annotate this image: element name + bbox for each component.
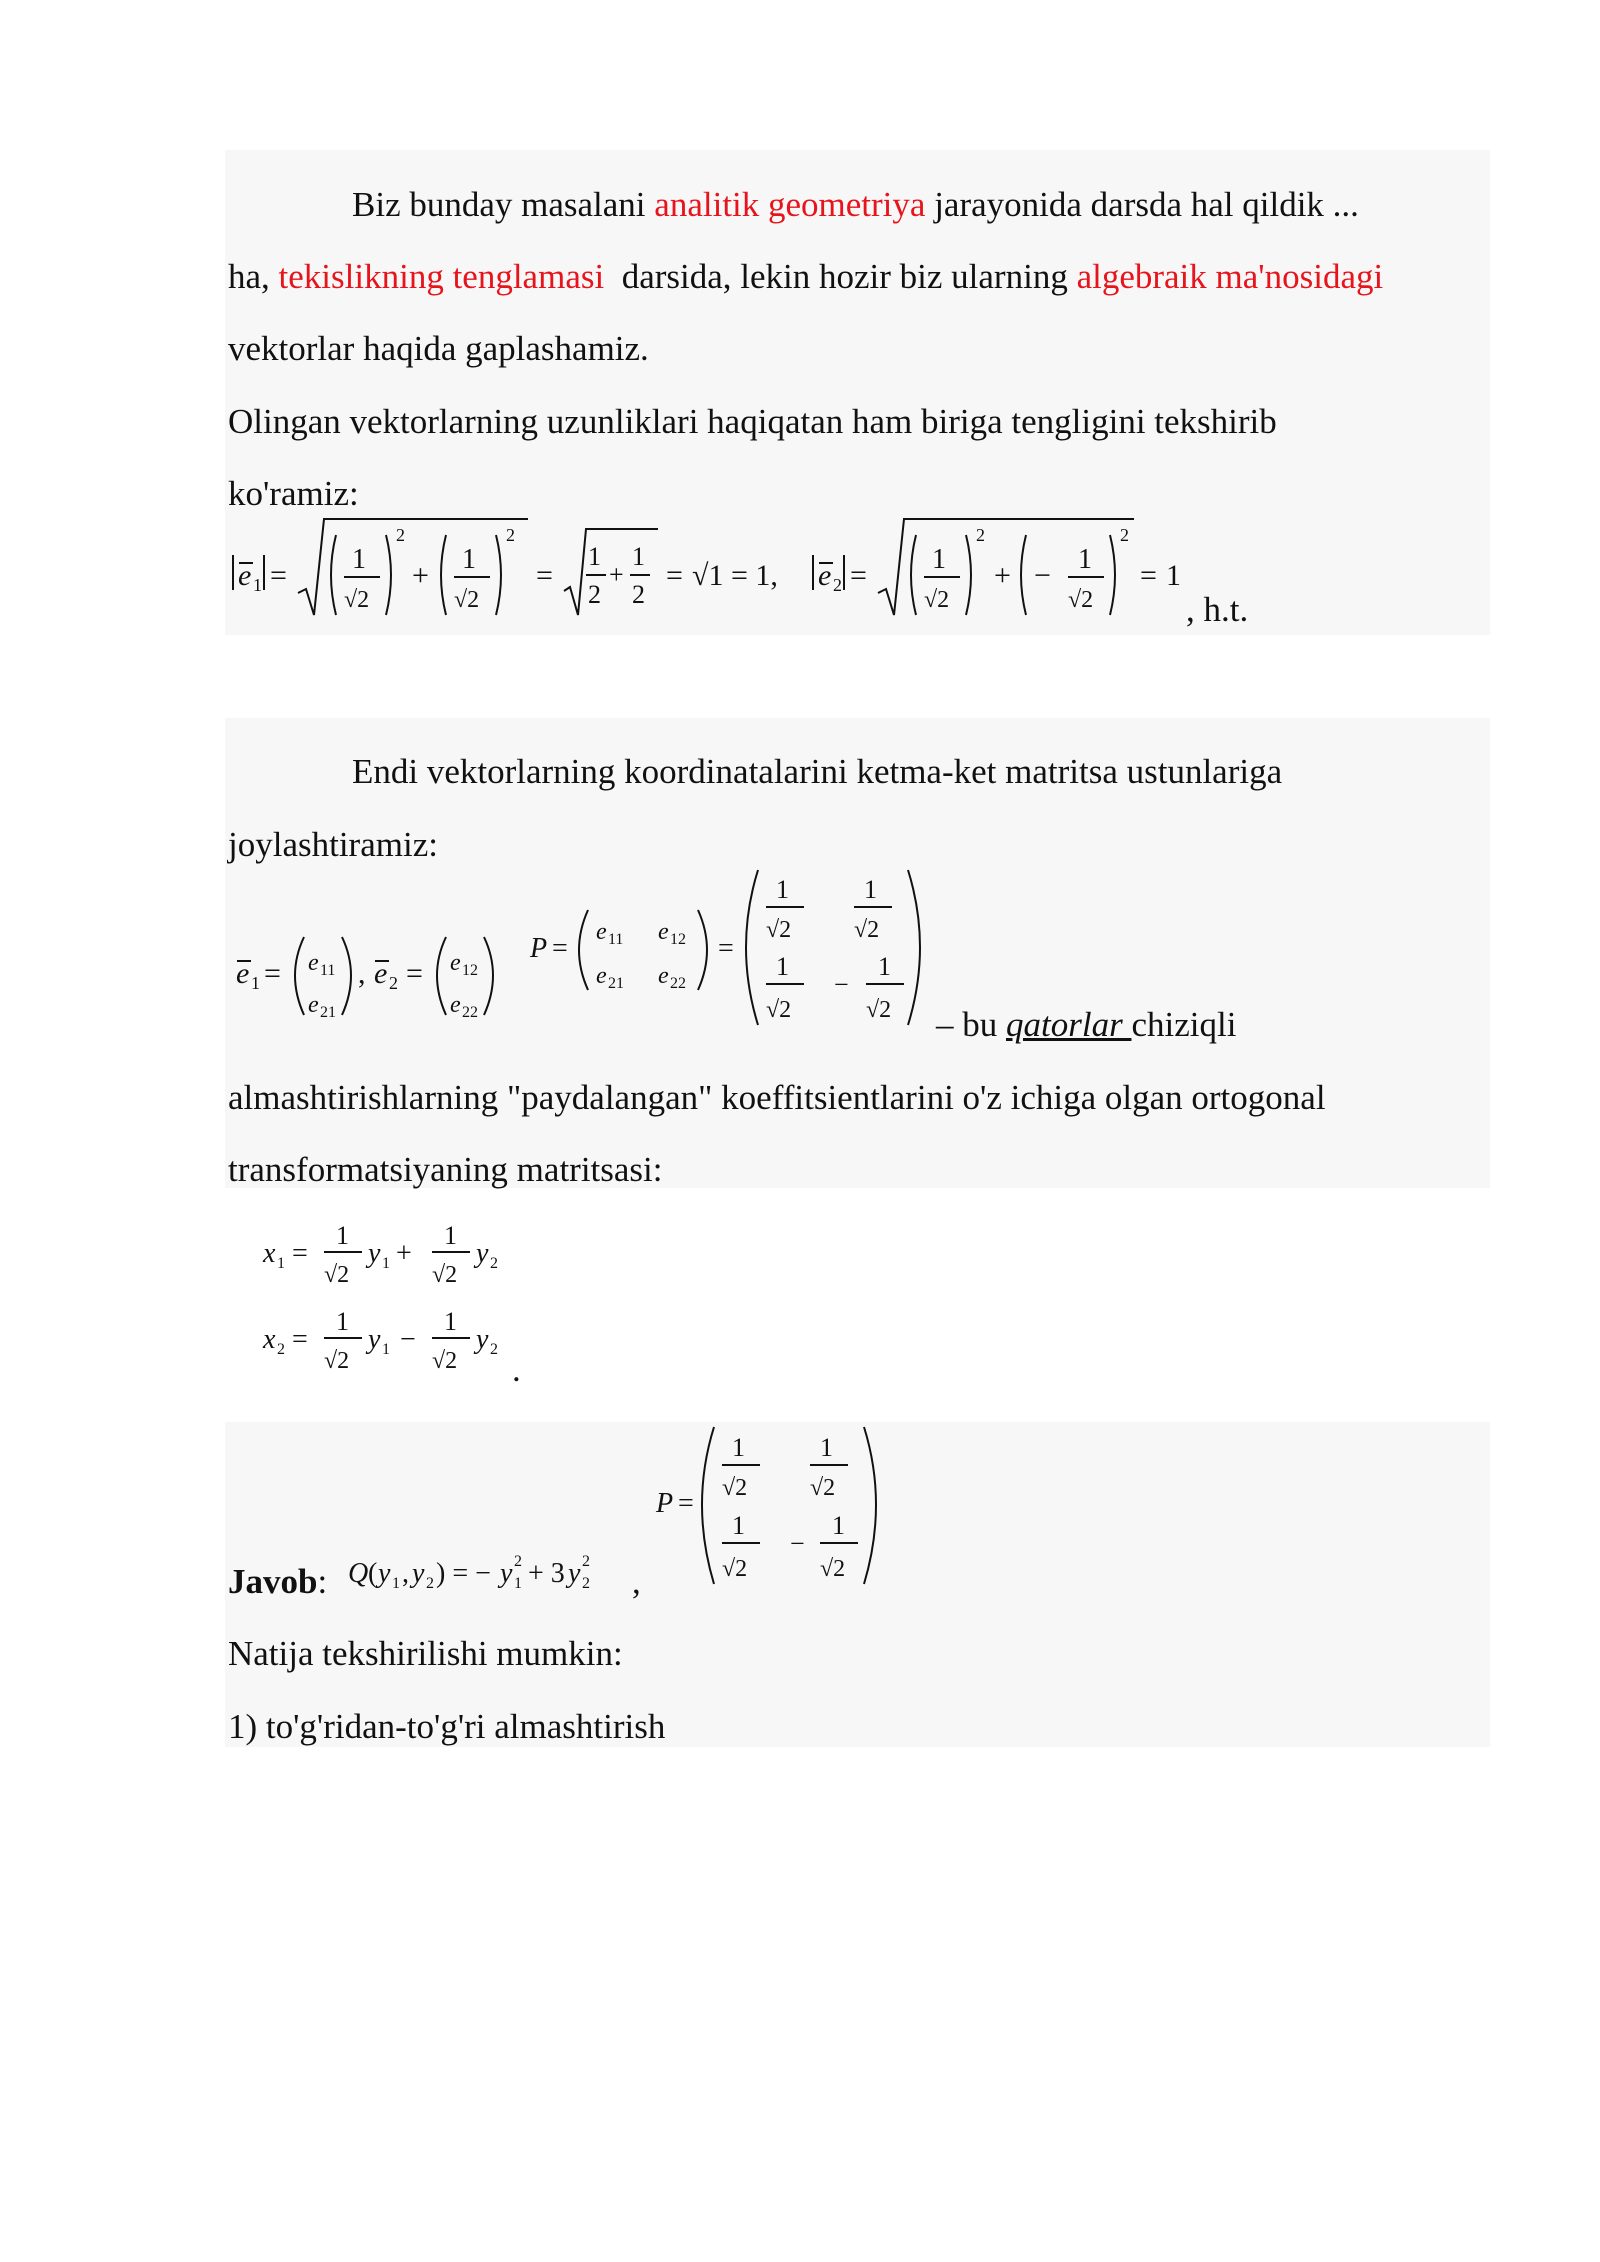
svg-text:1: 1 [253,575,262,595]
svg-text:=: = [718,933,734,964]
svg-text:√2: √2 [722,1475,748,1501]
svg-text:+: + [609,560,624,589]
svg-text:y: y [378,1558,391,1589]
vector-length-formula [228,515,1188,635]
svg-text:e: e [236,957,250,990]
p1-line-1 [352,185,1359,225]
link-qatorlar[interactable]: qatorlar [1006,1005,1132,1044]
svg-text:e: e [596,963,607,989]
svg-text:1: 1 [864,875,877,904]
svg-text:Q: Q [348,1558,369,1589]
svg-text:+: + [994,559,1011,592]
p2-line-3: almashtirishlarning "paydalangan" koeffitsientlarini o'z ichiga olgan ortogonal [228,1078,1326,1117]
answer-comma: , [632,1562,641,1601]
p1-text: jarayonida darsda hal qildik ... [925,185,1359,224]
svg-text:1: 1 [1166,559,1181,592]
svg-text:12: 12 [670,931,686,948]
svg-text:=: = [666,559,683,592]
svg-text:e: e [450,992,461,1018]
svg-text:1: 1 [514,1575,522,1592]
p1-after-formula: , h.t. [1186,590,1249,629]
svg-text:√2: √2 [820,1556,846,1582]
svg-text:1: 1 [444,1221,457,1250]
svg-text:√2: √2 [854,917,880,943]
svg-text:−: − [790,1529,805,1558]
p2-after-formula: . [512,1350,521,1389]
svg-text:2: 2 [426,1575,434,1592]
svg-text:e: e [308,950,319,976]
svg-text:+: + [412,559,429,592]
p2-text: – bu [936,1005,1006,1044]
svg-text:1: 1 [878,952,891,981]
svg-text:=: = [536,559,553,592]
svg-text:1: 1 [277,1255,285,1272]
link-algebraik-manosidagi[interactable]: algebraik ma'nosidagi [1076,257,1384,296]
svg-text:√2: √2 [810,1475,836,1501]
svg-text:y: y [476,1238,489,1269]
svg-text:1: 1 [444,1307,457,1336]
svg-text:2: 2 [1120,525,1129,545]
p2-line-2: joylashtiramiz: [228,825,438,864]
check-line: Natija tekshirilishi mumkin: [228,1634,623,1673]
svg-text:e: e [308,992,319,1018]
svg-text:√2: √2 [866,997,892,1023]
svg-text:−: − [400,1324,416,1355]
svg-text:−: − [834,970,849,999]
svg-text:=: = [678,1488,694,1519]
svg-text:1: 1 [462,544,476,575]
svg-text:=: = [850,559,867,592]
svg-text:−: − [1034,559,1051,592]
svg-text:y: y [412,1558,425,1589]
svg-text:y: y [368,1238,381,1269]
answer-colon: : [317,1562,328,1601]
svg-text:1: 1 [1078,544,1092,575]
svg-text:1: 1 [832,1511,845,1540]
svg-text:1: 1 [732,1433,745,1462]
svg-text:√2: √2 [344,587,370,613]
svg-text:x: x [263,1238,276,1269]
svg-text:21: 21 [608,975,624,992]
svg-text:11: 11 [320,962,336,979]
matrix-p-formula [228,865,928,1030]
p1-text: darsida, lekin hozir biz ularning [604,257,1077,296]
svg-text:2: 2 [976,525,985,545]
svg-text:1: 1 [251,973,260,993]
svg-text:12: 12 [462,962,478,979]
svg-text:P: P [530,933,548,964]
p2-line-1: Endi vektorlarning koordinatalarini ketma-ket matritsa ustunlariga [352,752,1283,791]
svg-text:y: y [500,1558,513,1589]
svg-text:√2: √2 [454,587,480,613]
svg-text:1: 1 [382,1341,390,1358]
svg-text:2: 2 [490,1255,498,1272]
svg-text:(: ( [368,1558,378,1589]
svg-text:+ 3: + 3 [528,1558,565,1589]
svg-text:e: e [238,559,252,592]
svg-text:+: + [396,1238,412,1269]
svg-text:2: 2 [582,1575,590,1592]
svg-text:√2: √2 [722,1556,748,1582]
svg-text:1: 1 [820,1433,833,1462]
svg-text:=: = [264,957,281,990]
svg-text:1: 1 [732,1511,745,1540]
svg-text:P: P [656,1488,674,1519]
svg-text:√2: √2 [324,1262,350,1288]
svg-text:2: 2 [396,525,405,545]
svg-text:2: 2 [389,973,398,993]
svg-text:e: e [818,559,832,592]
svg-text:11: 11 [608,931,624,948]
svg-text:1: 1 [352,544,366,575]
svg-text:2: 2 [506,525,515,545]
answer-line [228,1562,327,1602]
svg-text:1: 1 [392,1575,400,1592]
answer-p-matrix [652,1422,892,1592]
svg-text:=: = [292,1324,308,1355]
svg-text:y: y [568,1558,581,1589]
svg-text:e: e [658,919,669,945]
svg-text:x: x [263,1324,276,1355]
svg-text:22: 22 [462,1004,478,1021]
svg-text:√2: √2 [766,997,792,1023]
svg-text:1: 1 [588,542,601,571]
svg-text:=: = [406,957,423,990]
p2-text: chiziqli [1131,1005,1237,1044]
svg-text:,: , [358,957,366,990]
svg-text:e: e [450,950,461,976]
svg-text:2: 2 [833,575,842,595]
svg-text:√2: √2 [432,1348,458,1374]
svg-text:√2: √2 [1068,587,1094,613]
svg-text:=: = [292,1238,308,1269]
svg-text:=: = [1140,559,1157,592]
svg-text:e: e [374,957,388,990]
svg-text:21: 21 [320,1004,336,1021]
svg-text:√2: √2 [766,917,792,943]
svg-text:e: e [658,963,669,989]
svg-text:2: 2 [277,1341,285,1358]
svg-text:=: = [270,559,287,592]
svg-text:,: , [402,1558,409,1589]
svg-text:√1 = 1,: √1 = 1, [692,559,778,592]
svg-text:1: 1 [336,1307,349,1336]
p1-text: Biz bunday masalani [352,185,655,224]
answer-q-formula [346,1538,646,1598]
link-tekislikning-tenglamasi[interactable]: tekislikning tenglamasi [278,257,605,296]
svg-text:1: 1 [336,1221,349,1250]
svg-text:y: y [476,1324,489,1355]
p1-line-4: Olingan vektorlarning uzunliklari haqiqatan ham biriga tengligini tekshirib [228,402,1277,441]
p2-bu-line [936,1005,1236,1045]
svg-text:y: y [368,1324,381,1355]
svg-text:2: 2 [588,580,601,609]
link-analitik-geometriya[interactable]: analitik geometriya [654,185,926,224]
p1-line-2 [228,257,1383,297]
p1-line-3: vektorlar haqida gaplashamiz. [228,329,649,368]
svg-text:1: 1 [932,544,946,575]
svg-text:2: 2 [582,1553,590,1570]
svg-text:=: = [552,933,568,964]
svg-text:1: 1 [632,542,645,571]
svg-text:) = −: ) = − [436,1558,491,1589]
p2-line-4: transformatsiyaning matritsasi: [228,1150,663,1189]
svg-text:2: 2 [514,1553,522,1570]
svg-text:e: e [596,919,607,945]
svg-text:√2: √2 [432,1262,458,1288]
svg-text:√2: √2 [324,1348,350,1374]
answer-label: Javob [228,1562,318,1601]
svg-text:1: 1 [382,1255,390,1272]
svg-text:1: 1 [776,875,789,904]
svg-text:22: 22 [670,975,686,992]
svg-text:√2: √2 [924,587,950,613]
svg-text:2: 2 [490,1341,498,1358]
list-item-1: 1) to'g'ridan-to'g'ri almashtirish [228,1707,666,1746]
svg-text:1: 1 [776,952,789,981]
p1-line-5: ko'ramiz: [228,474,359,513]
svg-text:2: 2 [632,580,645,609]
p1-text: ha, [228,257,279,296]
